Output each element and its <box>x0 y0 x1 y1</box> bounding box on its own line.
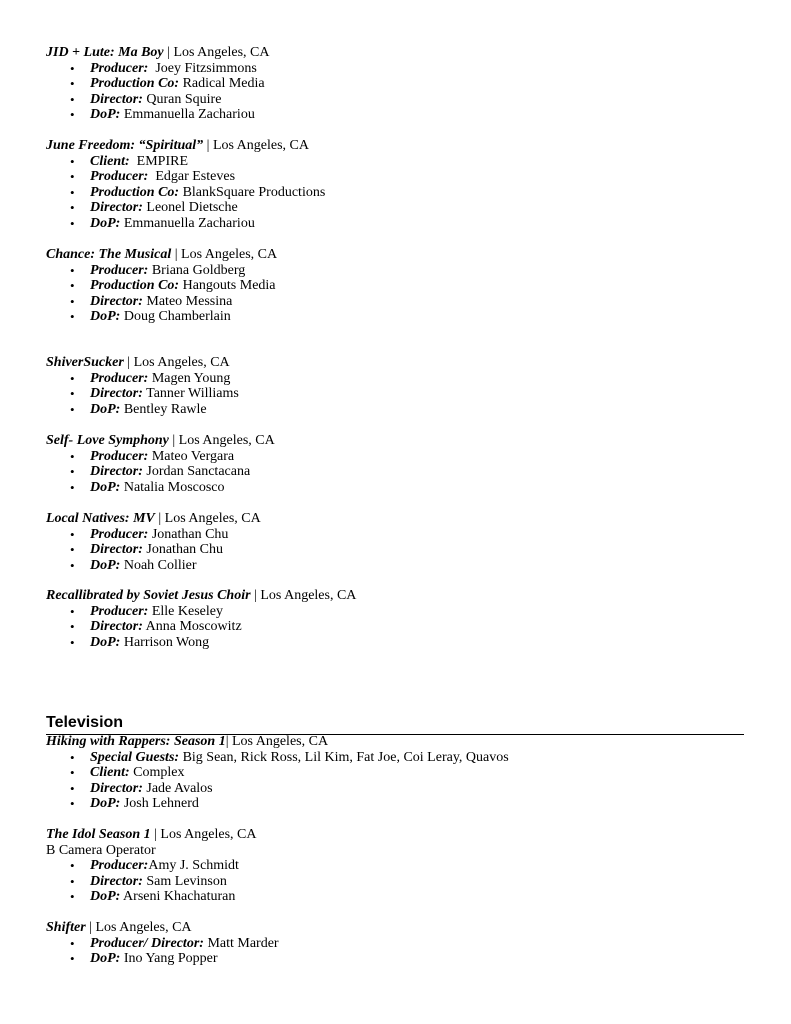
credit-role: DoP: <box>90 951 121 966</box>
credit-role: Production Co: <box>90 278 180 293</box>
credit-role: Producer: <box>90 603 149 619</box>
entry-location: | Los Angeles, CA <box>250 588 357 603</box>
credit-role: Producer: <box>90 60 149 76</box>
credit-name: Arseni Khachaturan <box>120 889 236 904</box>
credit-name: Emmanuella Zachariou <box>120 107 255 122</box>
credit-name: Jordan Sanctacana <box>142 464 251 479</box>
credit-item <box>46 619 745 635</box>
credit-item <box>46 76 745 92</box>
entry-title: The Idol Season 1 <box>46 827 151 842</box>
credit-list <box>46 936 745 967</box>
credit-name: Jonathan Chu <box>142 542 223 557</box>
entry-location: | Los Angeles, CA <box>123 355 230 370</box>
credit-item <box>46 480 745 496</box>
credit-item <box>46 858 745 874</box>
credit-name: Natalia Moscosco <box>120 479 225 495</box>
credit-name: Tanner Williams <box>142 386 239 401</box>
credit-list <box>46 263 745 325</box>
credit-item <box>46 154 745 170</box>
credit-name: Elle Keseley <box>148 603 223 619</box>
credit-item <box>46 765 745 781</box>
credit-list <box>46 371 745 418</box>
credit-role: Producer: <box>90 448 149 464</box>
credit-name: Joey Fitzsimmons <box>148 60 257 76</box>
entry-title: Recallibrated by Soviet Jesus Choir <box>46 588 251 603</box>
credit-name: Emmanuella Zachariou <box>120 215 255 231</box>
credit-item <box>46 527 745 543</box>
entry-title-line <box>46 247 745 263</box>
entry-title: Self- Love Symphony <box>46 433 169 448</box>
credit-name: Doug Chamberlain <box>120 309 231 324</box>
credit-item <box>46 107 745 123</box>
entry-position: B Camera Operator <box>46 842 156 858</box>
credit-role: DoP: <box>90 557 121 573</box>
credit-role: Special Guests: <box>90 749 180 765</box>
credit-item <box>46 92 745 108</box>
entry-location: | Los Angeles, CA <box>150 827 257 842</box>
entry-title-line <box>46 588 745 604</box>
credit-name: EMPIRE <box>129 153 189 169</box>
entry-location: | Los Angeles, CA <box>168 433 275 448</box>
credit-list <box>46 604 745 651</box>
entry-title-line <box>46 355 745 371</box>
credit-role: Director: <box>90 200 143 215</box>
credit-list <box>46 154 745 232</box>
credit-item <box>46 449 745 465</box>
credit-entry <box>46 920 745 967</box>
credit-role: DoP: <box>90 889 121 904</box>
credit-item <box>46 781 745 797</box>
credit-item <box>46 796 745 812</box>
section-heading-television: Television <box>46 714 124 731</box>
credit-item <box>46 309 745 325</box>
credit-name: Josh Lehnerd <box>120 796 199 811</box>
credit-name: Magen Young <box>148 370 231 386</box>
credit-entry <box>46 827 745 905</box>
credit-name: Bentley Rawle <box>120 401 207 417</box>
credit-role: Director: <box>90 873 143 889</box>
credit-role: DoP: <box>90 796 121 811</box>
entry-title: JID + Lute: Ma Boy <box>46 45 164 60</box>
entry-location: | Los Angeles, CA <box>154 511 261 526</box>
credit-role: Producer: <box>90 370 149 386</box>
credit-role: DoP: <box>90 401 121 417</box>
credit-item <box>46 542 745 558</box>
credit-list <box>46 449 745 496</box>
entry-title: Shifter <box>46 920 86 935</box>
credit-role: Client: <box>90 153 130 169</box>
credit-role: DoP: <box>90 309 121 324</box>
credit-item <box>46 889 745 905</box>
credit-item <box>46 386 745 402</box>
credit-entry <box>46 45 745 123</box>
credit-role: Production Co: <box>90 76 180 91</box>
entry-title-line <box>46 827 745 843</box>
credit-name: Quran Squire <box>142 91 222 107</box>
credit-role: Director: <box>90 542 143 557</box>
credit-item <box>46 874 745 890</box>
credit-name: Noah Collier <box>120 557 197 573</box>
credit-role: DoP: <box>90 634 121 650</box>
credit-entry <box>46 433 745 495</box>
credit-name: Ino Yang Popper <box>120 951 218 966</box>
credit-role: Director: <box>90 780 143 796</box>
entry-title-line <box>46 511 745 527</box>
credit-name: BlankSquare Productions <box>179 184 326 200</box>
credit-name: Matt Marder <box>203 935 279 951</box>
credit-role: Client: <box>90 765 130 780</box>
credit-role: Director: <box>90 91 143 107</box>
credit-entry <box>46 588 745 650</box>
credit-name: Harrison Wong <box>120 634 210 650</box>
credit-role: DoP: <box>90 107 121 122</box>
entry-location: | Los Angeles, CA <box>225 734 329 749</box>
credit-item <box>46 169 745 185</box>
credit-item <box>46 200 745 216</box>
credit-name: Mateo Messina <box>142 293 233 309</box>
credit-name: Hangouts Media <box>179 278 276 293</box>
entry-title: Local Natives: MV <box>46 511 155 526</box>
credit-role: Producer: <box>90 526 149 542</box>
credit-entry <box>46 247 745 325</box>
credit-item <box>46 61 745 77</box>
credit-name: Edgar Esteves <box>148 169 236 184</box>
credit-item <box>46 263 745 279</box>
credit-name: Jonathan Chu <box>148 526 229 542</box>
credit-role: Director: <box>90 464 143 479</box>
credit-name: Leonel Dietsche <box>142 200 238 215</box>
credit-name: Mateo Vergara <box>148 448 235 464</box>
entry-title: ShiverSucker <box>46 355 124 370</box>
entry-location: | Los Angeles, CA <box>203 138 309 153</box>
credit-role: Producer/ Director: <box>90 935 204 951</box>
entry-title-line <box>46 734 745 750</box>
credit-name: Jade Avalos <box>142 780 213 796</box>
credit-role: DoP: <box>90 215 121 231</box>
credit-item <box>46 402 745 418</box>
credit-name: Radical Media <box>179 76 265 91</box>
credit-name: Amy J. Schmidt <box>148 858 239 873</box>
credit-name: Briana Goldberg <box>148 262 246 278</box>
credit-list <box>46 527 745 574</box>
credit-role: Producer: <box>90 262 149 278</box>
credit-item <box>46 558 745 574</box>
entry-location: | Los Angeles, CA <box>171 247 278 262</box>
credit-name: Big Sean, Rick Ross, Lil Kim, Fat Joe, Coi Leray, Quavos <box>179 749 509 765</box>
credit-item <box>46 936 745 952</box>
entry-title-line <box>46 433 745 449</box>
entry-title-line <box>46 138 745 154</box>
entry-title: Chance: The Musical <box>46 247 172 262</box>
entry-title-line <box>46 920 745 936</box>
credit-role: Producer: <box>90 169 149 184</box>
credit-item <box>46 294 745 310</box>
credit-entry <box>46 138 745 231</box>
credit-item <box>46 750 745 766</box>
credit-entry <box>46 511 745 573</box>
credit-item <box>46 185 745 201</box>
credit-item <box>46 371 745 387</box>
entry-location: | Los Angeles, CA <box>85 920 192 935</box>
entry-title: Hiking with Rappers: Season 1 <box>46 734 226 749</box>
credit-entry <box>46 355 745 417</box>
credit-list <box>46 61 745 123</box>
credit-role: Director: <box>90 619 143 634</box>
credit-name: Anna Moscowitz <box>142 619 242 634</box>
credit-role: DoP: <box>90 479 121 495</box>
credit-entry <box>46 734 745 812</box>
credit-name: Complex <box>129 765 185 780</box>
credit-item <box>46 951 745 967</box>
credit-role: Director: <box>90 293 143 309</box>
credit-role: Production Co: <box>90 184 180 200</box>
entry-title: June Freedom: “Spiritual” <box>46 138 204 153</box>
entry-title-line <box>46 45 745 61</box>
credit-item <box>46 278 745 294</box>
entry-location: | Los Angeles, CA <box>163 45 270 60</box>
credit-item <box>46 635 745 651</box>
credit-item <box>46 216 745 232</box>
credit-list <box>46 858 745 905</box>
credit-role: Producer: <box>90 858 149 873</box>
credit-item <box>46 464 745 480</box>
credit-role: Director: <box>90 386 143 401</box>
credit-item <box>46 604 745 620</box>
credit-list <box>46 750 745 812</box>
credit-name: Sam Levinson <box>142 873 227 889</box>
